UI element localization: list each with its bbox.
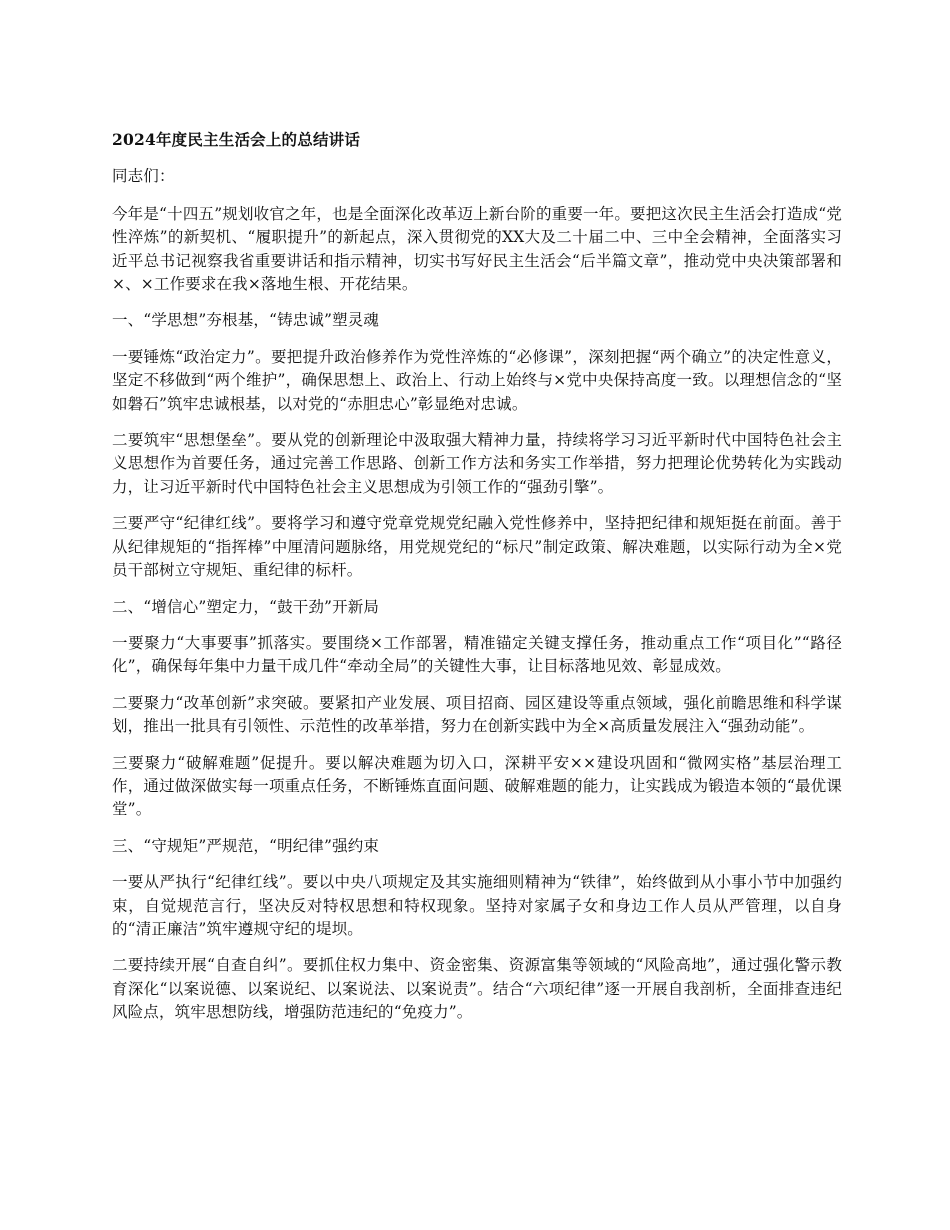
paragraph-2-3: 三要聚力“破解难题”促提升。要以解决难题为切入口，深耕平安××建设巩固和“微网实格”基层治理工作，通过做深做实每一项重点任务，不断锤炼直面问题、破解难题的能力，让实践成为锻造本领的“最优课堂”。 — [112, 753, 842, 819]
paragraph-3-1: 一要从严执行“纪律红线”。要以中央八项规定及其实施细则精神为“铁律”，始终做到从小事小节中加强约束，自觉规范言行，坚决反对特权思想和特权现象。坚持对家属子女和身边工作人员从严管理，以自身的“清正廉洁”筑牢遵规守纪的堤坝。 — [112, 873, 842, 938]
salutation: 同志们： — [112, 167, 175, 186]
paragraph-2-2: 二要聚力“改革创新”求突破。要紧扣产业发展、项目招商、园区建设等重点领域，强化前瞻思维和科学谋划，推出一批具有引领性、示范性的改革举措，努力在创新实践中为全×高质量发展注入“强劲动能”。 — [112, 693, 842, 736]
paragraph-1-3: 三要严守“纪律红线”。要将学习和遵守党章党规党纪融入党性修养中，坚持把纪律和规矩挺在前面。善于从纪律规矩的“指挥棒”中厘清问题脉络，用党规党纪的“标尺”制定政策、解决难题，以实际行动为全×党员干部树立守规矩、重纪律的标杆。 — [112, 514, 842, 580]
section-heading-1: 一、“学思想”夯根基，“铸忠诚”塑灵魂 — [112, 311, 380, 330]
document-title: 2024年度民主生活会上的总结讲话 — [112, 130, 361, 149]
section-heading-3: 三、“守规矩”严规范，“明纪律”强约束 — [112, 836, 380, 855]
paragraph-1-1: 一要锤炼“政治定力”。要把提升政治修养作为党性淬炼的“必修课”，深刻把握“两个确立”的决定性意义，坚定不移做到“两个维护”，确保思想上、政治上、行动上始终与×党中央保持高度一致。以理想信念的“坚如磐石”筑牢忠诚根基，以对党的“赤胆忠心”彰显绝对忠诚。 — [112, 347, 842, 413]
paragraph-intro: 今年是“十四五”规划收官之年，也是全面深化改革迈上新台阶的重要一年。要把这次民主生活会打造成“党性淬炼”的新契机、“履职提升”的新起点，深入贯彻党的XX大及二十届二中、三中全会精神，全面落实习近平总书记视察我省重要讲话和指示精神，切实书写好民主生活会“后半篇文章”，推动党中央决策部署和×、×工作要求在我×落地生根、开花结果。 — [112, 204, 842, 294]
section-heading-2: 二、“增信心”塑定力，“鼓干劲”开新局 — [112, 597, 380, 616]
paragraph-1-2: 二要筑牢“思想堡垒”。要从党的创新理论中汲取强大精神力量，持续将学习习近平新时代中国特色社会主义思想作为首要任务，通过完善工作思路、创新工作方法和务实工作举措，努力把理论优势转化为实践动力，让习近平新时代中国特色社会主义思想成为引领工作的“强劲引擎”。 — [112, 431, 842, 496]
paragraph-3-2: 二要持续开展“自查自纠”。要抓住权力集中、资金密集、资源富集等领域的“风险高地”，通过强化警示教育深化“以案说德、以案说纪、以案说法、以案说责”。结合“六项纪律”逐一开展自我剖析，全面排查违纪风险点，筑牢思想防线，增强防范违纪的“免疫力”。 — [112, 956, 842, 1022]
paragraph-2-1: 一要聚力“大事要事”抓落实。要围绕×工作部署，精准锚定关键支撑任务，推动重点工作“项目化”“路径化”，确保每年集中力量干成几件“牵动全局”的关键性大事，让目标落地见效、彰显成效。 — [112, 633, 842, 676]
document-page — [112, 118, 842, 1038]
